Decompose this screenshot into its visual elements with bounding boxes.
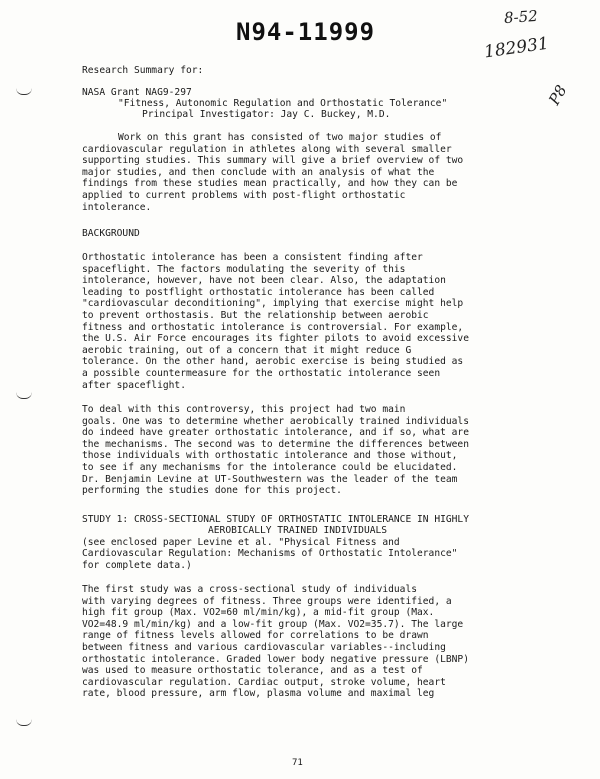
document-number: N94-11999: [236, 18, 376, 46]
study1-reference: (see enclosed paper Levine et al. "Physical Fitness and Cardiovascular Regulation: Mechanisms of Orthostatic Intolerance" for complete data.): [82, 537, 458, 571]
handwritten-note-top: 8-52: [503, 6, 539, 28]
page-number: 71: [292, 758, 303, 768]
grant-title: "Fitness, Autonomic Regulation and Orthostatic Tolerance": [118, 98, 448, 109]
handwritten-note-number: 182931: [482, 33, 550, 63]
intro-paragraph: Work on this grant has consisted of two major studies of cardiovascular regulation in athletes along with several smaller supporting studies. This summary will give a brief overview of two major studies, and then conclude with an analysis of what the findings from these studies mean practically, and how they can be applied to current problems with post-flight orthostatic intolerance.: [82, 132, 464, 213]
grant-number: NASA Grant NAG9-297: [82, 87, 192, 98]
binder-hole-mark: [16, 719, 32, 726]
study1-paragraph: The first study was a cross-sectional study of individuals with varying degrees of fitness. Three groups were identified, a high fit group (Max. VO2=60 ml/min/kg), a mid-fit group (Max. VO2=48.9 ml/min/kg) and a low-fit group (Max. VO2=35.7). The large range of fitness levels allowed for correlations to be drawn between fitness and various cardiovascular variables--including orthostatic intolerance. Graded lower body negative pressure (LBNP) was used to measure orthostatic tolerance, and as a test of cardiovascular regulation. Cardiac output, stroke volume, heart rate, blood pressure, arm flow, plasma volume and maximal leg: [82, 584, 469, 700]
handwritten-side-note: P8: [545, 81, 571, 109]
binder-hole-mark: [16, 392, 32, 399]
principal-investigator: Principal Investigator: Jay C. Buckey, M.D.: [142, 109, 391, 120]
binder-hole-mark: [16, 88, 32, 95]
background-paragraph-2: To deal with this controversy, this project had two main goals. One was to determine whether aerobically trained individuals do indeed have greater orthostatic intolerance, and if so, what are the mechanisms. The second was to determine the differences between those individuals with orthostatic intolerance and those without, to see if any mechanisms for the intolerance could be elucidated. Dr. Benjamin Levine at UT-Southwestern was the leader of the team performing the studies done for this project.: [82, 404, 469, 497]
study1-heading-continued: AEROBICALLY TRAINED INDIVIDUALS: [208, 525, 388, 536]
research-summary-label: Research Summary for:: [82, 65, 204, 76]
background-heading: BACKGROUND: [82, 228, 140, 239]
background-paragraph-1: Orthostatic intolerance has been a consistent finding after spaceflight. The factors modulating the severity of this intolerance, however, have not been clear. Also, the adaptation leading to postflight orthostatic intolerance has been called "cardiovascular deconditioning", implying that exercise might help to prevent orthostasis. But the relationship between aerobic fitness and orthostatic intolerance is controversial. For example, the U.S. Air Force encourages its fighter pilots to avoid excessive aerobic training, out of a concern that it might reduce G tolerance. On the other hand, aerobic exercise is being studied as a possible countermeasure for the orthostatic intolerance seen after spaceflight.: [82, 252, 469, 391]
study1-heading: STUDY 1: CROSS-SECTIONAL STUDY OF ORTHOSTATIC INTOLERANCE IN HIGHLY: [82, 514, 469, 525]
